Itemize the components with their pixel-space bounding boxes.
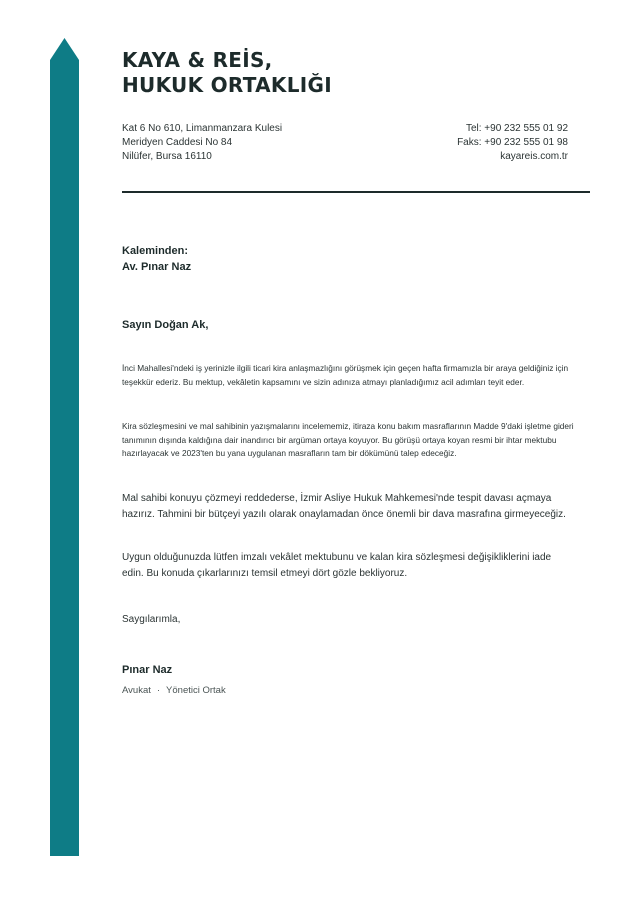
sender-block [122,243,191,275]
fax-number: Faks: +90 232 555 01 98 [457,137,568,148]
signature-position: Yönetici Ortak [166,685,226,696]
sender-name: Av. Pınar Naz [122,261,192,273]
signature-role: Avukat [122,685,151,696]
address-line-1: Kat 6 No 610, Limanmanzara Kulesi [122,123,283,134]
header-divider [122,191,590,193]
body-paragraph-4: Uygun olduğunuzda lütfen imzalı vekâlet mektubunu ve kalan kira sözleşmesi değişikliklerini iade edin. Bu konuda çıkarlarınızı temsil etmeyi dört gözle bekliyoruz. [122,552,552,579]
signature-name: Pınar Naz [122,664,173,676]
teal-arrow-bar [50,38,79,856]
signature-title [122,685,226,696]
firm-name [122,48,542,98]
firm-name-line-2: HUKUK ORTAKLIĞI [122,73,332,97]
body-paragraph-3: Mal sahibi konuyu çözmeyi reddederse, İzmir Asliye Hukuk Mahkemesi'nde tespit davası açmaya hazırız. Tahmini bir bütçeyi yazılı olarak onaylamadan önce önemli bir dava masrafına girmeyeceğiz. [122,493,566,520]
firm-name-line-1: KAYA & REİS, [122,48,273,72]
signature-separator: · [156,685,161,696]
firm-contact [457,122,568,164]
body-paragraph-2: Kira sözleşmesini ve mal sahibinin yazışmalarını incelememiz, itirazа konu bakım masraflarının Madde 9'daki işletme gideri tanımının dışında kaldığına dair inandırıcı bir argüman ortaya koyuyor. Bu görüşü ortaya koyan resmi bir ihtar mektubu hazırlayacak ve 2023'ten bu yana uygulanan masrafların tam bir dökümünü talep edeceğiz. [122,421,574,458]
firm-address [122,122,282,164]
address-line-3: Nilüfer, Bursa 16110 [122,151,212,162]
closing-line: Saygılarımla, [122,614,181,625]
salutation: Sayın Doğan Ak, [122,319,209,331]
website-link[interactable]: kayareis.com.tr [500,151,568,162]
address-line-2: Meridyen Caddesi No 84 [122,137,233,148]
body-paragraph-1: İnci Mahallesi'ndeki iş yerinizle ilgili ticari kira anlaşmazlığını görüşmek için geçen hafta firmamızla bir araya geldiğiniz için teşekkür ederiz. Bu mektup, vekâletin kapsamını ve sizin adınıza atmayı planladığımız acil adımları teyit eder. [122,363,569,387]
sender-label: Kaleminden: [122,245,189,257]
phone-number: Tel: +90 232 555 01 92 [465,123,568,134]
